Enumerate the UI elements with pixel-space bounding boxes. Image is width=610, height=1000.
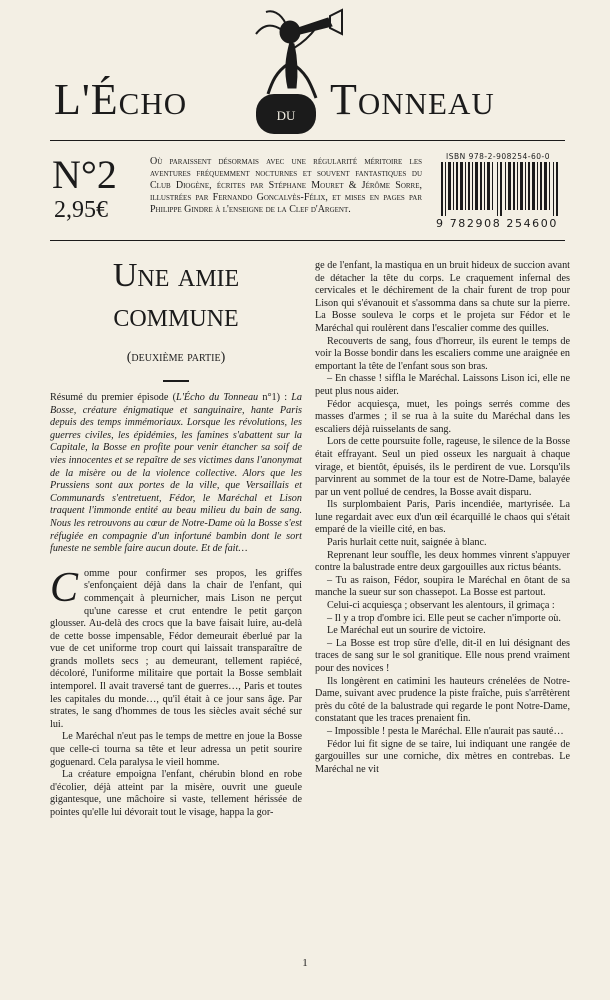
barcode-icon	[441, 162, 559, 216]
summary-body: La Bosse, créature énigmatique et sanguinaire, hante Paris depuis des temps immémoriaux. Lorsque les révolutions, les guerres civiles, les épidémies, les famines s'abattent sur la Capitale, la Bosse en profite pour venir étancher sa soif de vies innocentes et se repaître de ses victimes dans l'anonymat de la misère ou de la violence collective. Alors que les Prussiens sont aux portes de la ville, que Versaillais et Communards s'entretuent, Fédor, le Maréchal et Lison traquent l'immonde entité au beau milieu du bain de sang. Nous les retrouvons au cœur de Notre-Dame où la Bosse s'est réfugiée en compagnie d'un infortuné bambin dont le sort funeste ne semble faire aucun doute. Et de fait…	[50, 392, 303, 555]
paragraph: Le Maréchal n'eut pas le temps de mettre en joue la Bosse que celle-ci tourna sa tête et leur adressa un petit sourire goguenard. Cela paralysa le vieil homme.	[50, 731, 302, 768]
paragraph: Ils surplombaient Paris, Paris incendiée, martyrisée. La lune regardait avec eux d'un œil écarquillé le chaos qui s'était emparé de la vieille cité, en bas.	[315, 499, 570, 536]
issue-number: N°2	[52, 152, 117, 197]
column-right	[315, 260, 570, 776]
paragraph: Lors de cette poursuite folle, rageuse, le silence de la Bosse était effrayant. Seul un pied osseux les narguait à chaque virage, et bientôt, épuisés, ils le perdirent de vue. Lorsqu'ils parvinrent au sommet de la tour est de Notre-Dame, balayée par un vent pollué de cendres, la Bosse avait disparu.	[315, 436, 570, 498]
drop-cap: C	[50, 564, 79, 611]
paragraph: Recouverts de sang, fous d'horreur, ils eurent le temps de voir la Bosse bondir dans les escaliers comme une araignée en emportant la tête de l'enfant sous son bras.	[315, 335, 570, 372]
paragraph: Reprenant leur souffle, les deux hommes vinrent s'appuyer contre la balustrade entre deux gargouilles aux rictus béants.	[315, 549, 570, 574]
isbn-digits: 9 782908 254600	[436, 217, 558, 230]
paragraph: – La Bosse est trop sûre d'elle, dit-il en lui désignant des traces de sang sur le sol granitique. Elle nous prend vraiment pour des novices !	[315, 637, 570, 674]
paragraph: Ils longèrent en catimini les hauteurs crénelées de Notre-Dame, suivant avec prudence la piste fraîche, puis s'arrêtèrent près du côté de la balustrade qui regarde le pont Notre-Dame, constatant que les traces prenaient fin.	[315, 675, 570, 725]
masthead-rule-top	[50, 140, 565, 141]
masthead-rule-bottom	[50, 240, 565, 241]
paragraph: Le Maréchal eut un sourire de victoire.	[327, 625, 486, 637]
article-title: Une amie commune	[112, 257, 240, 334]
paragraph-text: omme pour confirmer ses propos, les griffes s'enfonçaient déjà dans la chair de l'enfant, qui commençait à pleurnicher, mais Lison ne perçut qu'une caresse et crut entendre le petit garçon glousser. Au-delà des crocs que la bave faisait luire, au-delà de cette bosse impensable, Fédor demeurait éberlué par la vue de cet uniforme trop court qui laissait transparaître de grands mollets secs ; au demeurant, tellement rapiécé, décoloré, l'uniforme militaire que portait la Bosse semblait intemporel. Il avait traversé tant de guerres…, Paris et toutes les capitales du monde…, qu'il était à ce jour sans âge. Par strates, le sang d'hommes de tous les siècles avait séché sur lui.	[50, 567, 302, 730]
masthead-blurb: Où paraissent désormais avec une régularité méritoire les aventures fréquemment nocturnes et souvent fantastiques du Club Diogène, écrites par Stéphane Mouret & Jérôme Sorre, illustrées par Fernando Goncalvès-Félix, et mises en pages par Philippe Gindre à l'enseigne de la Clef d'Argent.	[150, 156, 422, 215]
masthead	[0, 0, 610, 240]
summary-ref: L'Écho du Tonneau	[176, 392, 259, 403]
episode-summary	[50, 392, 302, 556]
paragraph: La créature empoigna l'enfant, chérubin blond en robe d'écolier, déjà atteint par la misère, ouvrit une gueule gigantesque, une mâchoire si vaste, tellement hérissée de pointes qu'elle lui dévorait tout le visage, happa la gor-	[50, 769, 302, 818]
masthead-title-left: L'Écho	[54, 75, 188, 124]
paragraph: – En chasse ! siffla le Maréchal. Laissons Lison ici, elle ne peut plus nous aider.	[315, 373, 570, 397]
page-number: 1	[302, 957, 308, 969]
paragraph: – Impossible ! pesta le Maréchal. Elle n'aurait pas sauté…	[327, 725, 564, 737]
isbn-label: ISBN 978-2-908254-60-0	[446, 152, 550, 161]
paragraph: ge de l'enfant, la mastiqua en un bruit hideux de succion avant de détacher la tête du corps. Le craquement infernal des cervicales et le déchirement de la chair furent de trop pour Lison qui s'évanouit et s'assomma dans sa chute sur la pierre. La Bosse souleva le corps et le projeta sur Fédor et le Maréchal qui roulèrent dans l'escalier comme des quilles.	[315, 260, 570, 334]
paragraph: – Il y a trop d'ombre ici. Elle peut se cacher n'importe où.	[327, 612, 561, 624]
paragraph: – Tu as raison, Fédor, soupira le Maréchal en ôtant de sa manche la sueur sur son chassepot. La Bosse est partout.	[315, 574, 570, 599]
paragraph	[50, 564, 302, 732]
paragraph: Fédor acquiesça, muet, les poings serrés comme des masses d'armes ; il se rua à la suite du Maréchal dans les escaliers déjà ruisselants de sang.	[315, 398, 570, 435]
paragraph: Paris hurlait cette nuit, saignée à blanc.	[327, 537, 487, 549]
summary-ref-tail: n°1) :	[258, 392, 292, 403]
title-dash	[163, 380, 189, 382]
masthead-title-barrel: du	[256, 94, 316, 134]
paragraph: Fédor lui fit signe de se taire, lui indiquant une rangée de gargouilles sur une corniche, dix mètres en contrebas. Le Maréchal ne vit	[315, 738, 570, 775]
article-subtitle: (deuxième partie)	[126, 350, 226, 365]
column-left	[50, 256, 302, 820]
paragraph: Celui-ci acquiesça ; observant les alentours, il grimaça :	[327, 600, 555, 612]
issue-price: 2,95€	[54, 197, 108, 223]
summary-intro: Résumé du premier épisode (	[50, 392, 177, 403]
masthead-title-right: Tonneau	[330, 75, 495, 124]
